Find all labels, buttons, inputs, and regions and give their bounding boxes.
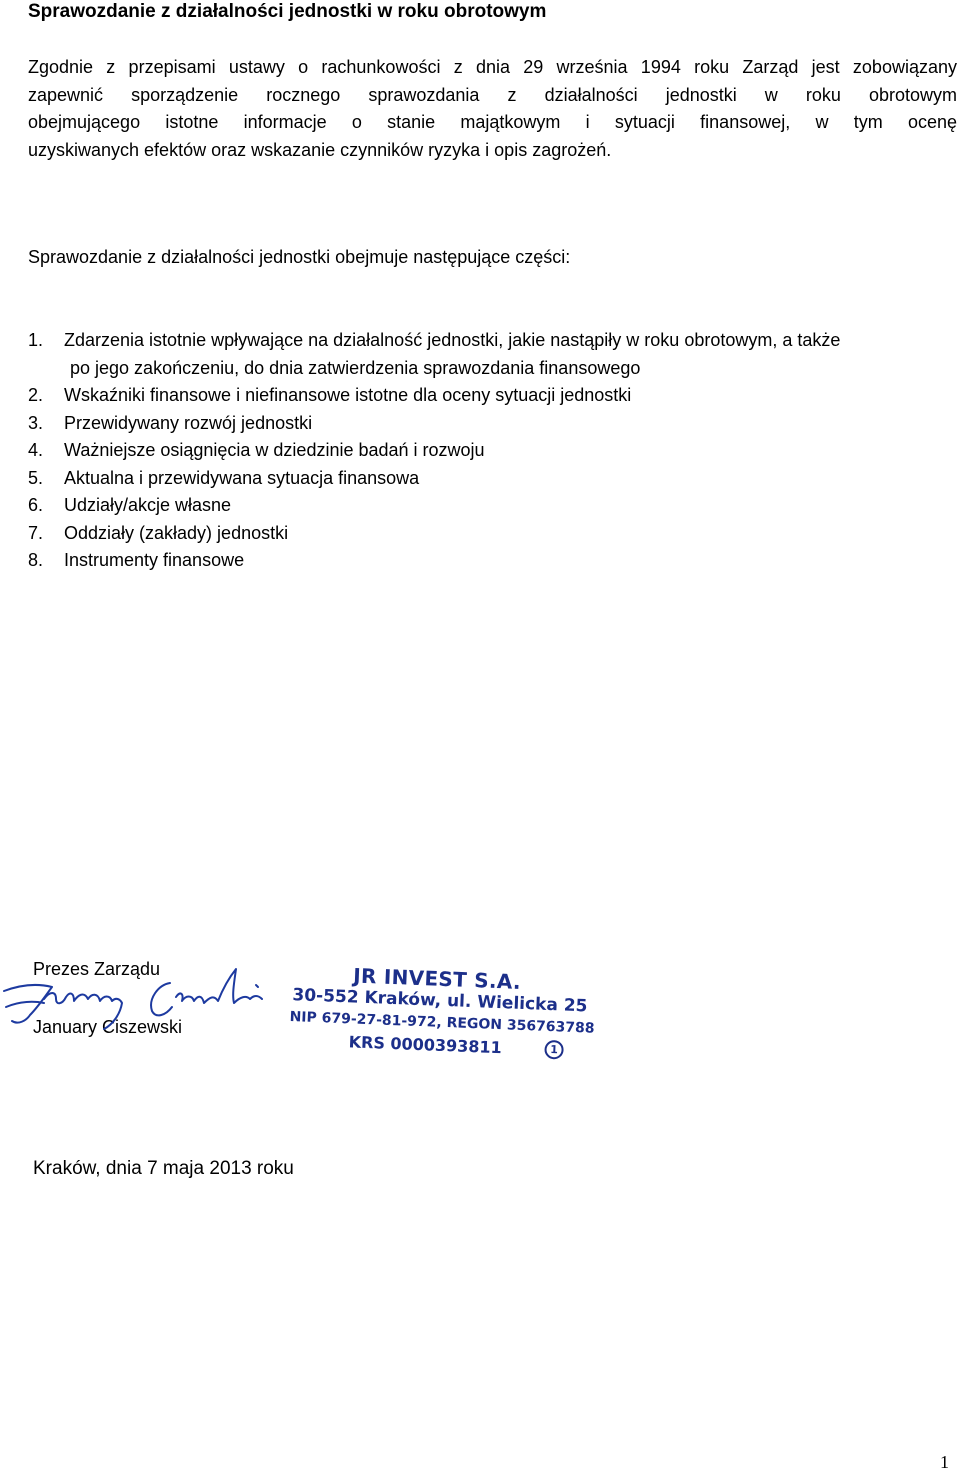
signatory-role: Prezes Zarządu — [33, 959, 161, 979]
signature-block — [0, 955, 600, 1075]
list-item-number: 8. — [28, 550, 44, 570]
list-item — [28, 465, 958, 493]
stamp-circle-mark: 1 — [544, 1040, 564, 1060]
parts-subheading: Sprawozdanie z działalności jednostki obejmuje następujące części: — [28, 247, 571, 267]
list-item — [28, 437, 958, 465]
stamp-tax-ids: NIP 679-27-81-972, REGON 356763788 — [289, 1009, 595, 1037]
list-item-text: Aktualna i przewidywana sytuacja finansowa — [64, 467, 420, 488]
list-item — [28, 547, 958, 575]
intro-paragraph — [28, 54, 957, 164]
list-item-text: Przewidywany rozwój jednostki — [64, 412, 313, 433]
list-item — [28, 520, 958, 548]
list-item — [28, 492, 958, 520]
intro-line: obejmującego istotne informacje o stanie majątkowym i sytuacji finansowej, w tym ocenę — [28, 112, 957, 132]
list-item-number: 6. — [28, 495, 44, 515]
page-number: 1 — [940, 1452, 949, 1472]
signatory-name: January Ciszewski — [33, 1017, 183, 1037]
intro-line: Zgodnie z przepisami ustawy o rachunkowości z dnia 29 września 1994 roku Zarząd jest zobowiązany — [28, 57, 957, 77]
list-item-number: 4. — [28, 440, 44, 460]
list-item-text: Udziały/akcje własne — [64, 495, 232, 515]
stamp-address: 30-552 Kraków, ul. Wielicka 25 — [292, 985, 588, 1017]
parts-list — [28, 327, 958, 575]
stamp-company-name: JR INVEST S.A. — [352, 963, 522, 994]
list-item-text: Instrumenty finansowe — [64, 550, 245, 570]
list-item — [28, 382, 958, 410]
handwritten-signature — [0, 955, 280, 1035]
document-title: Sprawozdanie z działalności jednostki w roku obrotowym — [28, 1, 547, 22]
stamp-krs: KRS 0000393811 — [348, 1032, 503, 1058]
intro-line: uzyskiwanych efektów oraz wskazanie czynników ryzyka i opis zagrożeń. — [28, 139, 612, 160]
list-item-number: 1. — [28, 330, 44, 350]
list-item-text: Wskaźniki finansowe i niefinansowe istotne dla oceny sytuacji jednostki — [64, 385, 632, 405]
intro-line: zapewnić sporządzenie rocznego sprawozdania z działalności jednostki w roku obrotowym — [28, 84, 957, 105]
list-item-text: Zdarzenia istotnie wpływające na działalność jednostki, jakie nastąpiły w roku obrotowym, a także — [64, 330, 841, 350]
place-and-date: Kraków, dnia 7 maja 2013 roku — [33, 1158, 294, 1179]
list-item-text: Ważniejsze osiągnięcia w dziedzinie badań i rozwoju — [64, 440, 485, 460]
list-item-number: 2. — [28, 385, 44, 405]
list-item — [28, 327, 958, 382]
list-item-number: 3. — [28, 412, 44, 433]
list-item-number: 5. — [28, 467, 44, 488]
list-item-number: 7. — [28, 522, 44, 543]
list-item — [28, 410, 958, 438]
list-item-text-continuation: po jego zakończeniu, do dnia zatwierdzenia sprawozdania finansowego — [70, 357, 641, 378]
list-item-text: Oddziały (zakłady) jednostki — [64, 522, 289, 543]
company-stamp — [286, 955, 595, 1076]
